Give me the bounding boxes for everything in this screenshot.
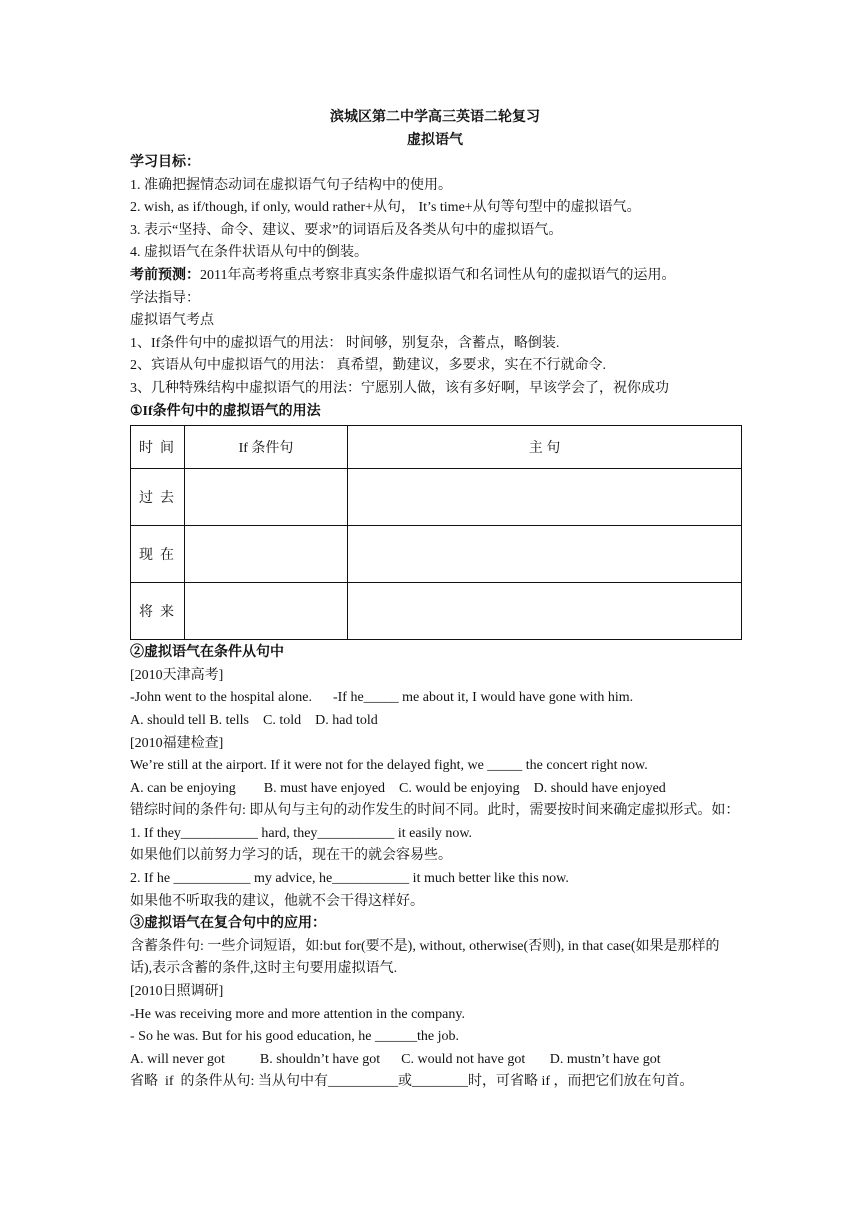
row-label-future: 将 来 [131,583,185,640]
example1-english: 1. If they___________ hard, they___________ it easily now. [130,825,473,841]
header-main-clause: 主 句 [348,426,742,469]
cell-if-future [185,583,348,640]
cell-main-future [348,583,742,640]
q2-text: We’re still at the airport. If it were not for the delayed fight, we _____ the concert right now. [130,758,648,774]
document-subtitle: 虚拟语气 [407,133,463,148]
cell-main-present [348,526,742,583]
row-label-past: 过 去 [131,469,185,526]
header-if-clause: If 条件句 [185,426,348,469]
method-heading: 学法指导： [130,290,200,306]
q3-source: [2010日照调研] [130,984,224,1000]
table-row [131,469,742,526]
section2-heading: ②虚拟语气在条件从句中 [130,645,284,661]
example1-chinese: 如果他们以前努力学习的话，现在干的就会容易些。 [130,848,452,864]
cell-main-past [348,469,742,526]
table-row [131,526,742,583]
q1-options: A. should tell B. tells C. told D. had told [130,712,378,728]
forecast-label: 考前预测： [130,267,200,283]
table-header-row [131,426,742,469]
header-time: 时 间 [131,426,185,469]
goal-item-1: 1. 准确把握情态动词在虚拟语气句子结构中的使用。 [130,177,452,193]
table-row [131,583,742,640]
points-heading: 虚拟语气考点 [130,313,214,329]
implied-condition-text: 含蓄条件句: 一些介词短语，如:but for(要不是), without, otherwise(否则), in that case(如果是那样的话),表示含蓄的条件,这时主句要用虚拟语气. [130,938,720,977]
forecast-line [130,265,740,288]
row-label-present: 现 在 [131,526,185,583]
goal-item-3: 3. 表示“坚持、命令、建议、要求”的词语后及各类从句中的虚拟语气。 [130,222,563,238]
cell-if-past [185,469,348,526]
q3-line1: -He was receiving more and more attention in the company. [130,1006,465,1022]
point-item-1: 1、If条件句中的虚拟语气的用法： 时间够，别复杂，含蓄点，略倒装. [130,335,560,351]
goal-item-4: 4. 虚拟语气在条件状语从句中的倒装。 [130,245,368,261]
example2-chinese: 如果他不听取我的建议，他就不会干得这样好。 [130,893,424,909]
q2-source: [2010福建检查] [130,735,224,751]
q2-options: A. can be enjoying B. must have enjoyed C. would be enjoying D. should have enjoyed [130,780,666,796]
point-item-2: 2、宾语从句中虚拟语气的用法： 真希望，勤建议，多要求，实在不行就命令. [130,358,606,374]
omit-if-text: 省略 if 的条件从句: 当从句中有__________或________时，可省略 if ，而把它们放在句首。 [130,1074,694,1090]
q3-options: A. will never got B. shouldn’t have got C. would not have got D. mustn’t have got [130,1051,661,1067]
q3-line2: - So he was. But for his good education, he ______the job. [130,1029,459,1045]
goals-heading: 学习目标： [130,155,200,170]
mixed-time-text: 错综时间的条件句: 即从句与主句的动作发生的时间不同。此时，需要按时间来确定虚拟形式。如： [130,803,740,819]
document-title: 滨城区第二中学高三英语二轮复习 [330,110,540,125]
conditional-table [130,425,742,640]
goal-item-2: 2. wish, as if/though, if only, would rather+从句， It’s time+从句等句型中的虚拟语气。 [130,200,641,216]
cell-if-present [185,526,348,583]
q1-source: [2010天津高考] [130,667,224,683]
section1-heading: ①If条件句中的虚拟语气的用法 [130,403,321,419]
forecast-text: 2011年高考将重点考察非真实条件虚拟语气和名词性从句的虚拟语气的运用。 [200,267,676,283]
q1-text: -John went to the hospital alone. -If he_____ me about it, I would have gone with him. [130,690,634,706]
example2-english: 2. If he ___________ my advice, he___________ it much better like this now. [130,871,569,887]
point-item-3: 3、几种特殊结构中虚拟语气的用法：宁愿别人做，该有多好啊，早该学会了，祝你成功 [130,380,669,396]
section3-heading: ③虚拟语气在复合句中的应用： [130,916,326,932]
document-body [130,106,740,1094]
